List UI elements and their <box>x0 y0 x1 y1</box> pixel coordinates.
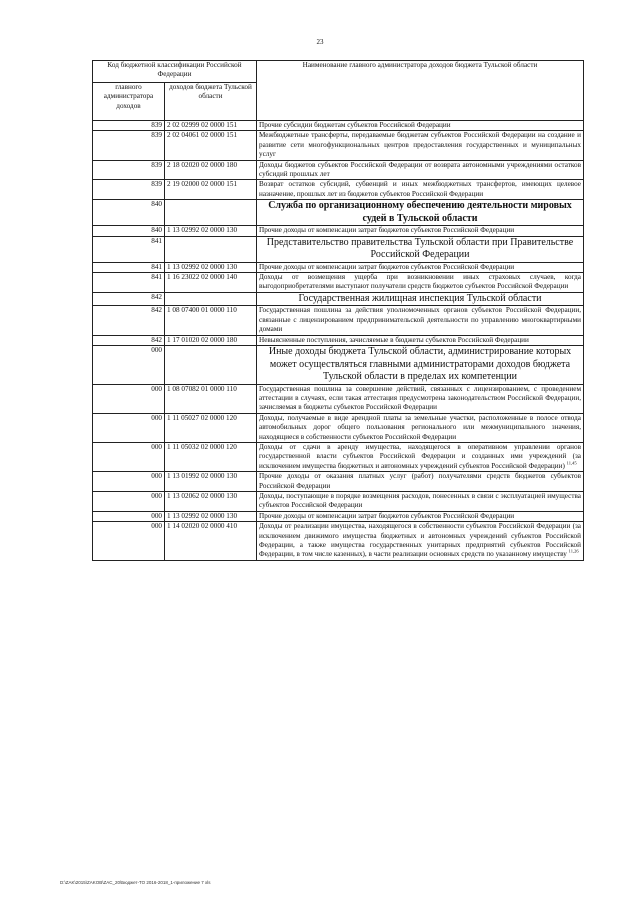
revenue-code-cell: 1 14 02020 02 0000 410 <box>165 522 257 561</box>
revenue-name-cell <box>257 226 584 236</box>
file-path-footer: D:\ZAK\2015\ZAKOB\ZAC_20\Бюджет-ТО 2016-2018_1-приложение 7 xls <box>60 880 211 885</box>
revenue-name-cell <box>257 472 584 492</box>
admin-code-cell: 000 <box>93 522 165 561</box>
section-row <box>93 200 584 226</box>
revenue-name-cell <box>257 180 584 200</box>
table-row <box>93 273 584 293</box>
admin-code-cell: 842 <box>93 306 165 335</box>
footnote-marker: 11,26 <box>568 549 579 555</box>
table-row <box>93 522 584 561</box>
admin-code-cell: 842 <box>93 292 165 306</box>
revenue-name-cell <box>257 511 584 521</box>
header-code-column: доходов бюджета Тульской области <box>165 83 257 121</box>
admin-code-cell: 000 <box>93 413 165 442</box>
admin-code-cell: 841 <box>93 262 165 272</box>
table-row <box>93 121 584 131</box>
section-title: Служба по организационному обеспечению деятельности мировых судей в Тульской области <box>257 200 584 226</box>
revenue-name-text: Доходы от сдачи в аренду имущества, находящегося в оперативном управлении органов государственной власти субъектов Российской Федерации и созданных ими учреждений (за исключением имущества бюджетных и автономных учреждений субъектов Российской Федерации) <box>259 442 581 470</box>
revenue-code-cell: 1 13 02992 02 0000 130 <box>165 262 257 272</box>
footnote-marker: 11,45 <box>566 460 577 466</box>
admin-code-cell: 000 <box>93 442 165 471</box>
revenue-name-text: Доходы бюджетов субъектов Российской Федерации от возврата автономными учреждениями остатков субсидий прошлых лет <box>259 160 581 179</box>
revenue-code-cell: 1 08 07082 01 0000 110 <box>165 384 257 413</box>
revenue-code-cell: 1 13 02062 02 0000 130 <box>165 491 257 511</box>
revenue-code-cell: 2 18 02020 02 0000 180 <box>165 160 257 180</box>
revenue-name-text: Государственная пошлина за совершение действий, связанных с лицензированием, с проведением аттестации в случаях, если такая аттестация предусмотрена законодательством Российской Федерации, зачисляемая в бюджеты субъектов Российской Федерации <box>259 384 581 412</box>
page-number: 23 <box>316 38 324 46</box>
admin-code-cell: 840 <box>93 200 165 226</box>
revenue-name-cell <box>257 160 584 180</box>
revenue-name-text: Государственная пошлина за действия уполномоченных органов субъектов Российской Федерации, связанные с лицензированием предпринимательской деятельности по управлению многоквартирными домами <box>259 306 581 334</box>
revenue-name-text: Доходы, поступающие в порядке возмещения расходов, понесенных в связи с эксплуатацией имущества субъектов Российской Федерации <box>259 491 581 510</box>
table-row <box>93 160 584 180</box>
table-row <box>93 491 584 511</box>
empty-code-cell <box>165 292 257 306</box>
revenue-code-cell: 1 13 02992 02 0000 130 <box>165 511 257 521</box>
revenue-name-cell <box>257 522 584 561</box>
table-body <box>93 121 584 561</box>
table-row <box>93 511 584 521</box>
revenue-name-text: Прочие доходы от компенсации затрат бюджетов субъектов Российской Федерации <box>259 262 515 271</box>
revenue-name-cell <box>257 306 584 335</box>
header-group-title: Код бюджетной классификации Российской Федерации <box>93 61 257 83</box>
admin-code-cell: 000 <box>93 511 165 521</box>
revenue-name-text: Доходы от реализации имущества, находящегося в собственности субъектов Российской Федерации (за исключением движимого имущества бюджетных и автономных учреждений субъектов Российской Федерации, а также имущества государственных унитарных предприятий субъектов Российской Федерации, в том числе казенных), в части реализации основных средств по указанному имуществу <box>259 522 581 559</box>
table-row <box>93 262 584 272</box>
revenue-name-text: Возврат остатков субсидий, субвенций и иных межбюджетных трансфертов, имеющих целевое назначение, прошлых лет из бюджетов субъектов Российской Федерации <box>259 180 581 198</box>
table-row <box>93 384 584 413</box>
revenue-code-cell: 2 19 02000 02 0000 151 <box>165 180 257 200</box>
section-row <box>93 236 584 262</box>
revenue-code-cell: 1 17 01020 02 0000 180 <box>165 335 257 345</box>
revenue-name-cell <box>257 384 584 413</box>
table-row <box>93 472 584 492</box>
revenue-code-cell: 2 02 04061 02 0000 151 <box>165 131 257 160</box>
table-row <box>93 413 584 442</box>
table-row <box>93 306 584 335</box>
admin-code-cell: 841 <box>93 273 165 293</box>
admin-code-cell: 841 <box>93 236 165 262</box>
admin-code-cell: 000 <box>93 491 165 511</box>
table-row <box>93 442 584 471</box>
revenue-name-text: Прочие доходы от оказания платных услуг (работ) получателями средств бюджетов субъектов Российской Федерации <box>259 472 581 490</box>
revenue-name-cell <box>257 442 584 471</box>
revenue-code-cell: 2 02 02999 02 0000 151 <box>165 121 257 131</box>
table-row <box>93 131 584 160</box>
empty-code-cell <box>165 200 257 226</box>
admin-code-cell: 000 <box>93 384 165 413</box>
revenue-name-cell <box>257 491 584 511</box>
revenue-code-cell: 1 11 05027 02 0000 120 <box>165 413 257 442</box>
revenue-name-text: Прочие субсидии бюджетам субъектов Российской Федерации <box>259 121 451 129</box>
header-admin-column: главного администратора доходов <box>93 83 165 121</box>
revenue-name-cell <box>257 121 584 131</box>
section-row <box>93 292 584 306</box>
revenue-name-text: Прочие доходы от компенсации затрат бюджетов субъектов Российской Федерации <box>259 511 515 520</box>
revenue-code-cell: 1 13 01992 02 0000 130 <box>165 472 257 492</box>
revenue-code-cell: 1 16 23022 02 0000 140 <box>165 273 257 293</box>
section-title: Иные доходы бюджета Тульской области, администрирование которых может осуществляться главными администраторами доходов бюджета Тульской области в пределах их компетенции <box>257 346 584 385</box>
empty-code-cell <box>165 236 257 262</box>
revenue-name-text: Доходы, получаемые в виде арендной платы за земельные участки, расположенные в полосе отвода автомобильных дорог общего пользования регионального или межмуниципального значения, находящиеся в собственности субъектов Российской Федерации <box>259 413 581 441</box>
revenue-name-text: Межбюджетные трансферты, передаваемые бюджетам субъектов Российской Федерации на создание и развитие сети многофункциональных центров предоставления государственных и муниципальных услуг <box>259 131 581 159</box>
section-row <box>93 346 584 385</box>
budget-classification-table <box>92 60 584 561</box>
admin-code-cell: 839 <box>93 180 165 200</box>
section-title: Представительство правительства Тульской области при Правительстве Российской Федерации <box>257 236 584 262</box>
table-row <box>93 335 584 345</box>
revenue-name-cell <box>257 262 584 272</box>
revenue-name-text: Прочие доходы от компенсации затрат бюджетов субъектов Российской Федерации <box>259 226 515 235</box>
admin-code-cell: 842 <box>93 335 165 345</box>
admin-code-cell: 839 <box>93 160 165 180</box>
revenue-code-cell: 1 11 05032 02 0000 120 <box>165 442 257 471</box>
revenue-name-text: Невыясненные поступления, зачисляемые в бюджеты субъектов Российской Федерации <box>259 335 529 344</box>
revenue-name-text: Доходы от возмещения ущерба при возникновении иных страховых случаев, когда выгодоприобретателями выступают получатели средств бюджетов субъектов Российской Федерации <box>259 273 581 291</box>
admin-code-cell: 839 <box>93 121 165 131</box>
revenue-name-cell <box>257 335 584 345</box>
section-title: Государственная жилищная инспекция Тульской области <box>257 292 584 306</box>
revenue-code-cell: 1 08 07400 01 0000 110 <box>165 306 257 335</box>
revenue-name-cell <box>257 131 584 160</box>
header-name-column: Наименование главного администратора доходов бюджета Тульской области <box>257 61 584 121</box>
revenue-code-cell: 1 13 02992 02 0000 130 <box>165 226 257 236</box>
table-row <box>93 226 584 236</box>
admin-code-cell: 840 <box>93 226 165 236</box>
revenue-name-cell <box>257 413 584 442</box>
admin-code-cell: 000 <box>93 346 165 385</box>
table-row <box>93 180 584 200</box>
admin-code-cell: 000 <box>93 472 165 492</box>
admin-code-cell: 839 <box>93 131 165 160</box>
revenue-name-cell <box>257 273 584 293</box>
empty-code-cell <box>165 346 257 385</box>
